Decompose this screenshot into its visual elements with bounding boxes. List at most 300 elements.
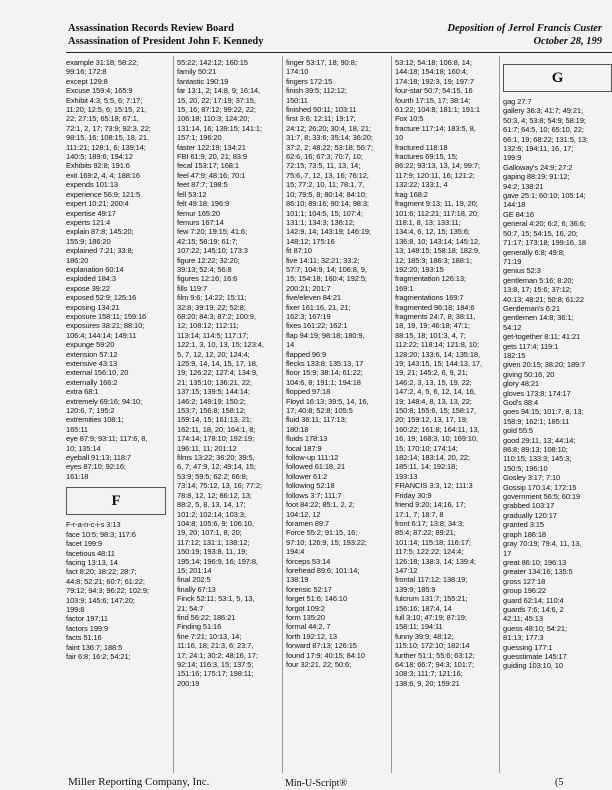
column-divider [391,56,392,773]
index-entry: external 156:10, 20 [66,368,129,378]
index-entry: 106:18; 110:3; 124:20; [177,114,250,124]
index-entry: guards 7:6; 14:6, 2 [503,604,564,614]
index-entry: 139:9; 185:9 [395,584,436,594]
index-entry: 85:4; 87:22; 89:21; [395,528,456,538]
index-entry: generally 6:8; 49:8; [503,247,565,257]
index-entry: explanation 60:14 [66,264,124,274]
index-entry: 78:8, 12, 12; 86:12, 13; [177,490,252,500]
index-entry: 71:17; 173:18; 199:16, 18 [503,238,586,248]
index-column-2 [177,58,277,688]
index-entry: 185:11, 14; 192:18; [395,462,458,472]
index-entry: greater 134:16; 135:5 [503,567,573,577]
index-entry: 108:3; 111:7; 121:16; [395,669,463,679]
section-letter-heading [66,487,166,515]
index-entry: formal 44:2, 7 [286,622,331,632]
index-entry: 19; 143:15, 15; 144:13, 17, [395,359,482,368]
footer-page: (5 [555,777,564,788]
index-entry: guess 48:10; 54:21; [503,623,567,633]
index-entry: facet 199:9 [66,539,103,549]
index-entry: Fox 10:5 [395,114,424,124]
index-entry: 158:11; 194:11 [395,622,443,632]
index-entry: foot 84:22; 85:1, 2, 2; [286,500,355,510]
index-entry: 15, 16; 87:12; 99:22, 22; [177,105,256,115]
index-entry: factors 199:9 [66,623,109,633]
index-entry: 132:22; 133:1, 4 [395,180,448,190]
index-entry: 182:15 [503,350,526,360]
index-entry: finally 67:13 [177,584,216,594]
index-entry: flopped 97:18 [286,387,331,397]
index-entry: 148:12; 175:16 [286,236,335,246]
index-entry: 94:2; 138:21 [503,181,544,191]
index-entry: fixes 161:22; 162:1 [286,321,348,331]
index-column-1 [66,58,166,661]
index-entry: 150:19; 193:8, 11, 19; [177,547,248,557]
header-left [68,22,263,48]
index-entry: 19; 126:22; 127:4; 134:9, [177,368,258,378]
index-entry: flecks 133:8; 135:13, 17 [286,359,364,368]
index-entry: 73:14; 75:12, 13, 16; 77:2; [177,481,262,491]
index-entry: 71:19 [503,256,522,266]
index-entry: 155:9; 186:20 [66,236,111,246]
index-entry: 131:14, 16; 139:15; 141:1; [177,123,262,133]
index-entry: 17; 24:1; 30:2; 48:16, 17; [177,650,258,660]
index-entry: finished 50:11; 103:11 [286,105,357,115]
index-entry: expunge 59:20 [66,340,115,350]
index-entry: FBI 61:9, 20, 21; 83:9 [177,152,247,162]
index-entry: 13; 148:15; 158:18; 182:9, [395,246,480,256]
index-entry: front 6:17; 13:8; 34:3; [395,518,465,528]
index-entry: 12; 108:12; 112:11; [177,321,239,331]
index-entry: 126:18; 138:3, 14; 139:4; [395,556,476,566]
index-entry: 19, 20; 107:1, 8, 20; [177,528,242,538]
index-entry: 131:1; 134:3; 136:12; [286,217,355,227]
index-entry: 147:2, 4, 5, 6, 12, 14, 16, [395,387,476,397]
index-entry: 21; 135:10; 136:21, 22; [177,377,252,387]
index-entry: expends 101:13 [66,180,118,190]
index-entry: 169:1 [395,283,414,293]
section-letter: F [111,493,121,510]
index-entry: 37:2, 2; 48:22; 53:18; 56:7; [286,142,373,152]
index-entry: guessing 177:1 [503,642,553,652]
index-entry: followed 61:18, 21 [286,462,346,472]
index-entry: extra 68:1 [66,387,99,397]
index-entry: externally 166:2 [66,377,118,387]
index-entry: follow-up 111:12 [286,453,339,463]
index-entry: 15; 77:2, 10, 11; 78:1, 7, [286,180,365,190]
index-entry: four 32:21, 22; 50:6; [286,660,352,669]
index-entry: feel 47:9; 48:16; 70:1 [177,170,246,180]
index-entry: Gossip 170:14; 172:15 [503,482,577,492]
index-entry: genius 52:3 [503,266,541,276]
index-entry: 21; 54:7 [177,603,204,613]
index-entry: 22; 27:15; 65:18; 67:1, [66,114,139,124]
index-entry: glory 48:21 [503,379,540,389]
index-entry: Excuse 159:4; 165:9 [66,86,133,96]
index-column-4 [395,58,495,688]
index-entry: 11:20; 12:5, 6; 15:15, 21, [66,105,147,115]
index-entry: 144:18; 154:18; 160:4; [395,67,468,77]
index-entry: 200:21; 201:7 [286,283,331,293]
index-entry: 6, 7; 47:9, 12; 49:14, 15; [177,462,256,472]
index-entry: 174:14; 178:10; 192:19; [177,434,254,444]
index-entry: 186:20 [66,255,89,265]
index-entry: frontal 117:12; 138:19; [395,575,468,585]
index-entry: guesstimate 145:17 [503,651,567,661]
index-entry: 137:15; 139:5; 144:14; [177,387,250,397]
index-entry: fixer 161:16, 21, 21; [286,302,351,312]
index-entry: 50:7, 15; 54:15, 16, 20; [503,228,578,238]
index-entry: fell 53:12 [177,189,207,199]
index-entry: 68:20; 84:3; 87:2; 100:9, [177,311,256,321]
index-entry: 15; 201:14 [177,565,212,575]
index-entry: great 86:10; 196:13 [503,557,567,567]
index-entry: 98:15, 16; 108:15, 18, 21, [66,133,149,143]
index-entry: 159:14, 15; 161:13, 21; [177,415,252,425]
index-entry: fragmented 96:18; 184:6 [395,302,475,312]
index-entry: finish 39:5; 112:12; [286,86,347,96]
index-entry: 24:12; 26:20; 30:4, 18, 21; [286,123,371,133]
index-entry: 158:9; 162:1; 185:11 [503,416,570,426]
index-entry: 113:14; 114:5; 117:17; [177,330,249,340]
index-entry: 88:2, 5, 8, 13, 14, 17; [177,500,246,510]
index-entry: 101:14; 115:18; 116:17; [395,537,471,547]
index-entry: 180:18 [286,424,309,434]
index-entry: fragmentations 169:7 [395,293,464,303]
header-rule [66,52,612,53]
index-entry: 16, 19; 168:3, 10; 169:10, [395,434,478,444]
index-entry: 156:16; 187:4, 14 [395,603,452,613]
index-entry: fills 119:7 [177,283,208,293]
index-entry: 150:5; 196:10 [503,463,548,473]
index-entry: 162:3; 167:19 [286,311,331,321]
index-entry: 111:21; 128:1, 6; 139:14; [66,142,146,152]
index-entry: 106:4; 144:14; 149:11 [66,330,137,340]
index-entry: 11:16, 18; 21:3, 6; 23:7, [177,641,254,651]
index-entry: frag 168:2 [395,189,428,199]
index-entry: Force 55:2; 91:15, 16; [286,528,358,538]
index-entry: graph 186:18 [503,529,547,539]
index-entry: fluid 36:11; 117:13; [286,415,347,425]
footer-publisher: Miller Reporting Company, Inc. [68,776,210,788]
index-entry: 86:22; 93:13, 13, 14; 99:7; [395,161,480,171]
index-entry: facing 13:13, 14 [66,557,118,567]
index-entry: gets 117:4; 119:1 [503,341,559,351]
column-divider [173,56,174,773]
column-divider [282,56,283,773]
index-entry: Gentleman's 6:21 [503,303,560,313]
index-entry: finger 53:17, 18; 90:8; [286,58,357,67]
index-entry: 160:22; 161:8; 164:11, 13, [395,424,480,434]
index-entry: flap 94:19; 98:18; 180:9, [286,330,365,340]
index-entry: fit 87:10 [286,246,312,256]
index-entry: flapped 96:9 [286,349,327,359]
index-entry: exploded 184:3 [66,274,116,284]
index-entry: God's 88:4 [503,398,539,407]
index-entry: 15, 20, 22; 17:19; 37:15, [177,95,256,105]
index-entry: 92:14; 116:3, 15; 137:5; [177,660,254,669]
index-entry: 88:15, 18; 101:3, 4, 7; [395,330,466,340]
index-entry: 194:4 [286,547,305,557]
index-entry: forget 51:6; 146:10 [286,594,348,604]
index-entry: fine 7:21; 10:13, 14; [177,631,242,641]
index-entry: 42:11; 45:13 [503,614,543,624]
index-entry: grabbed 103:17 [503,501,555,511]
index-entry: follower 61:2 [286,471,328,481]
index-entry: 66:1, 19; 68:22; 131:5, 13; [503,134,588,144]
index-entry: forehead 89:6; 101:14; [286,565,360,575]
index-entry: gallery 36:3; 41:7; 49:21; [503,106,583,116]
index-entry: 110:15; 133:3; 145:3; [503,454,572,464]
index-entry: 61:7; 64:5, 10; 65:10, 22; [503,125,584,135]
index-entry: exit 169:2, 4, 4; 188:16 [66,170,140,180]
index-entry: 162:11, 18, 20; 164:1, 8; [177,424,256,434]
index-entry: 86:8; 89:13; 108:10; [503,445,568,455]
index-entry: 138:19 [286,575,309,585]
index-entry: gentleman 5:16; 8:20; [503,275,574,285]
index-entry: 140:5; 189:6; 194:12 [66,152,133,162]
index-entry: felt 49:18; 196:9 [177,199,230,209]
index-entry: fulcrum 131:7; 155:21; [395,594,468,604]
index-entry: 174:18; 192:3, 19; 197:7 [395,76,474,86]
index-entry: 196:11, 11; 201:12 [177,443,237,453]
index-entry: expertise 49:17 [66,208,116,218]
index-entry: follows 3:7; 111:7 [286,490,342,500]
index-column-5 [503,58,612,671]
index-entry: example 31:18; 58:22; [66,58,139,67]
index-entry: 79:12; 94:3; 96:22; 102:9; [66,586,149,596]
index-entry: 104:6, 8; 191:1; 194:18 [286,377,361,387]
index-entry: 153:7; 156:8; 158:12; [177,406,246,416]
index-entry: forgot 109:2 [286,603,325,613]
index-entry: 101:2; 102:14; 103:3; [177,509,246,519]
index-entry: 199:8 [66,604,85,614]
index-entry: 18, 19, 19; 46:18; 47:1; [395,321,470,331]
index-entry: 57:7; 104:9, 14; 106:8, 9, [286,264,367,274]
index-entry: films 13:22; 36:20; 39:5, [177,453,255,463]
deposition-date: October 28, 199 [533,36,602,47]
index-entry: 132:6; 194:11, 16, 17; [503,144,574,154]
index-entry: 104:12, 12 [286,509,321,519]
index-entry: following 52:18 [286,481,335,491]
index-entry: 101:6; 112:21; 117:18, 20; [395,208,479,218]
index-entry: exposure 158:11; 159:16 [66,311,147,321]
index-entry: fantastic 190:19 [177,76,229,86]
index-entry: 99:16; 172:8 [66,67,107,77]
index-entry: get-together 8:11; 41:21 [503,332,581,342]
index-entry: Friday 30:9 [395,490,432,500]
index-entry: exposures 38:21; 88:10; [66,321,145,331]
index-entry: fractures 69:15, 15; [395,152,458,162]
index-entry: 101:1; 104:5, 15; 107:4; [286,208,363,218]
index-entry: 40:13; 48:21; 50:8; 61:22 [503,294,584,304]
index-entry: 42:15; 58:19; 61:7; [177,236,238,246]
index-entry: 146:2; 149:19; 150:2; [177,396,246,406]
index-entry: 39:13; 52:4; 56:8 [177,264,232,274]
index-entry: form 135:20 [286,612,325,622]
index-entry: expert 10:21; 200:4 [66,199,129,209]
index-entry: 31:7, 8; 33:6; 35:14; 36:20; [286,133,373,143]
column-divider [499,56,500,773]
index-entry: exposed 52:9; 125:16 [66,293,137,303]
index-entry: 182:14; 183:14, 20, 22; [395,453,470,463]
footer-trademark: Min-U-Script® [285,778,348,789]
index-entry: 55:22; 142:12; 160:15 [177,58,248,67]
index-entry: fracture 117:14; 183:5, 8, [395,123,476,133]
index-entry: figures 12:16; 16:6 [177,274,238,284]
index-entry: 165:11 [66,424,88,434]
index-entry: 44:8; 52:21; 60:7; 61:22; [66,576,145,586]
index-entry: guard 62:14; 110:4 [503,595,564,605]
index-entry: 86:10; 89:16; 90:14; 98:3; [286,199,369,209]
index-entry: Galloway's 24:9; 27:2 [503,162,573,172]
index-entry: fingers 172:15 [286,76,333,86]
index-entry: Finck 52:11; 53:1, 5, 13, [177,594,255,604]
index-entry: 142:9, 14; 143:19; 146:19; [286,227,371,237]
index-entry: gold 55:5 [503,426,533,436]
index-entry: 117:9; 120:11, 16; 121:2; [395,170,475,180]
index-entry: goes 94:15; 101:7, 8, 13; [503,407,584,417]
index-entry: 50:3, 4; 53:8; 54:9; 58:19; [503,115,586,125]
index-entry: faster 122:19; 134:21 [177,142,246,152]
index-entry: 17 [503,548,512,558]
index-entry: four-star 50:7; 54:15, 16 [395,86,473,96]
index-entry: experience 56:9; 121:5 [66,189,141,199]
index-entry: final 202:5 [177,575,211,585]
index-entry: friend 9:20; 14:16, 17; [395,500,466,510]
index-entry: 10 [395,133,404,143]
index-entry: 138:6, 9, 20; 159:21 [395,678,460,688]
index-entry: 161:18 [66,471,89,481]
index-entry: far 13:1, 2; 14:8, 9; 16:14, [177,86,261,96]
index-entry: 125:9, 14, 14, 15, 17, 18, [177,359,258,368]
index-entry: fecal 153:17; 168:1 [177,161,239,171]
index-entry: factor 197:11 [66,614,108,624]
index-entry: 122:1, 3, 10, 13, 15; 123:4, [177,340,264,350]
index-entry: facetious 48:11 [66,548,115,558]
index-entry: 150:11 [286,95,308,105]
index-entry: faint 136:7; 188:5 [66,642,123,652]
index-entry: given 20:15; 38:20; 189:7 [503,360,586,370]
index-entry: 144:18 [503,200,526,210]
index-entry: exposing 134:21 [66,302,120,312]
index-entry: 72:1, 2, 17; 73:9; 92:3, 22; [66,123,151,133]
index-entry: full 3:10; 47:19; 87:19; [395,612,467,622]
index-entry: 20; 159:12, 13, 17, 19; [395,415,468,425]
index-entry: fragments 24:7, 8; 38:11, [395,311,476,321]
index-entry: eyeball 91:13; 118:7 [66,453,131,463]
index-entry: fragmentation 126:13; [395,274,466,284]
index-entry: 75:6, 7, 12, 13, 16; 76:12, [286,170,369,180]
index-entry: 103:9; 145:6; 147:20; [66,595,135,605]
section-letter: G [551,70,564,86]
index-entry: found 17:9; 40:15; 84:10 [286,650,365,660]
index-entry: 195:14; 196:9, 16; 197:8, [177,556,258,566]
index-entry: further 51:1; 55:6; 63:12; [395,650,475,660]
index-entry: 128:20; 133:6, 14; 135:18, [395,349,480,359]
index-entry: fact 8:20; 18:22; 28:7; [66,567,137,577]
index-entry: 10; 135:14 [66,443,101,453]
index-entry: 53:9; 59:5; 62:2; 66:8; [177,471,248,481]
index-entry: extremely 69:16; 94:10; [66,396,143,406]
index-entry: gag 27:7 [503,97,532,106]
deposition-title: Deposition of Jerrol Francis Custer [447,23,602,34]
index-entry: first 3:6; 12:11; 19:17; [286,114,356,124]
index-entry: GE 84:16 [503,209,534,219]
index-entry: 117:12; 131:1; 138:12; [177,537,250,547]
index-entry: 19, 21; 145:2, 6, 9, 21; [395,368,468,378]
index-entry: 61:22; 104:8; 181:1; 191:1 [395,105,480,115]
index-entry: 54:12 [503,322,522,332]
index-entry: gave 25:1; 60:10; 105:14; [503,191,586,201]
index-entry: 104:8; 105:6, 9; 106:10, [177,518,254,528]
index-entry: gentlemen 14:8; 36:1; [503,313,574,323]
index-entry: floor 15:9; 38:14; 61:22; [286,368,363,378]
index-entry: 136:8, 10; 143:14; 145:12, [395,236,480,246]
index-entry: forth 192:12, 13 [286,631,337,641]
index-entry: few 7:20; 19:15; 41:6; [177,227,247,237]
index-entry: 199:9 [503,153,522,163]
index-entry: 112:22; 118:14; 121:8, 10; [395,340,479,350]
index-entry: extremities 108:1; [66,415,124,425]
index-entry: gaping 88:19; 91:12; [503,172,570,182]
index-entry: explain 87:8; 145:20; [66,227,134,237]
index-entry: gloves 173:8; 174:17 [503,388,571,398]
index-entry: eye 87:9; 93:11; 117:6, 8, [66,434,148,444]
index-entry: 15; 170:10; 174:14; [395,443,458,453]
index-entry: 192:20; 193:15 [395,264,444,274]
index-entry: Exhibit 4:3; 5:5, 6; 7:17; [66,95,143,105]
index-entry: funny 39:9; 48:12; [395,631,454,641]
index-entry: gross 127:18 [503,576,546,586]
header-right [447,22,602,48]
section-letter-heading [503,64,612,92]
index-entry: granted 3:15 [503,520,544,530]
index-entry: expose 39:22 [66,283,110,293]
index-entry: 64:18; 66:7; 94:3; 101:7; [395,660,474,669]
index-entry: 15; 154:18; 160:4; 192:5; [286,274,367,284]
index-entry: 174:10 [286,67,309,77]
index-entry: 151:16; 175:17; 198:11; [177,669,254,679]
index-entry: 193:13 [395,471,418,481]
index-entry: government 56:5; 60:19 [503,492,581,502]
index-entry: fragment 9:13; 11, 19, 20; [395,199,478,209]
index-entry: 13:8, 17; 15:6; 37:12; [503,285,572,295]
index-entry: find 56:22; 186:21 [177,612,236,622]
index-entry: 107:22; 145:10; 173:3 [177,246,248,256]
index-entry: giving 50:16, 20 [503,369,555,379]
index-entry: 10; 79:5, 8; 80:14; 84:10; [286,189,367,199]
index-entry: guiding 103:10, 10 [503,661,563,671]
index-entry: 147:12 [395,565,418,575]
index-entry: 146:2, 3, 13, 15, 19, 22; [395,377,472,387]
index-entry: Gosley 3:17; 7:10 [503,473,561,483]
index-entry: 115:10; 172:10; 182:14 [395,641,470,651]
index-entry: 134:4, 6, 12, 15; 135:6; [395,227,470,237]
index-entry: 97:10; 126:9, 15; 193:22; [286,537,367,547]
index-entry: face 10:5; 98:3; 117:6 [66,529,136,539]
index-entry: forward 87:13; 126:15 [286,641,357,651]
index-entry: fractured 118:18 [395,142,448,152]
index-entry: 17; 40:8; 52:8; 105:5 [286,406,353,416]
index-entry: gradually 120:17 [503,510,557,520]
index-entry: figure 12:22; 32:20; [177,255,240,265]
index-entry: Floyd 16:13; 39:5, 14, 16, [286,396,369,406]
index-entry: explained 7:21; 33:8; [66,246,134,256]
index-entry: 117:5; 122:22; 124:4; [395,547,464,557]
index-entry: F-r-a-n-c-i-s 3:13 [66,520,121,530]
case-title: Assassination of President John F. Kennedy [68,36,264,47]
index-column-3 [286,58,386,669]
